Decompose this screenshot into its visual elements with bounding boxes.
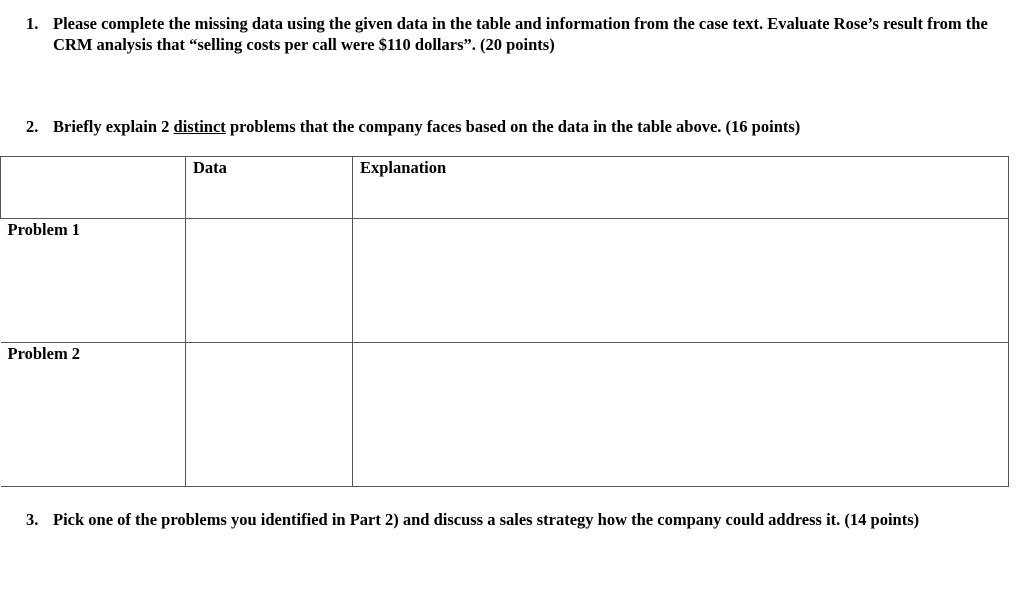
row-label-problem-2: Problem 2 (1, 343, 186, 487)
question-1 (26, 13, 1016, 57)
table-row (1, 343, 1009, 487)
header-cell-explanation: Explanation (353, 157, 1009, 219)
question-2 (26, 116, 1016, 138)
answer-table (0, 156, 1009, 487)
problem-1-explanation-cell[interactable] (353, 219, 1009, 343)
question-2-number: 2. (26, 117, 39, 136)
question-2-underlined-word: distinct (173, 117, 226, 136)
problem-2-explanation-cell[interactable] (353, 343, 1009, 487)
question-2-text-after: problems that the company faces based on the data in the table above. (16 points) (225, 117, 801, 136)
problem-1-data-cell[interactable] (186, 219, 353, 343)
header-cell-data: Data (186, 157, 353, 219)
table-row (1, 219, 1009, 343)
question-1-number: 1. (26, 14, 39, 33)
question-3-text: Pick one of the problems you identified in Part 2) and discuss a sales strategy how the company could address it. (14 points) (53, 510, 920, 529)
question-3-number: 3. (26, 510, 39, 529)
question-2-text (53, 116, 800, 137)
problem-2-data-cell[interactable] (186, 343, 353, 487)
question-1-text: Please complete the missing data using the given data in the table and information from the case text. Evaluate Rose’s result from the CRM analysis that “selling costs per call were $110 dollars”. (20 points) (53, 14, 988, 54)
question-3 (26, 509, 1016, 531)
header-cell-blank (1, 157, 186, 219)
table-header-row (1, 157, 1009, 219)
row-label-problem-1: Problem 1 (1, 219, 186, 343)
question-2-text-before: Briefly explain 2 (53, 117, 174, 136)
